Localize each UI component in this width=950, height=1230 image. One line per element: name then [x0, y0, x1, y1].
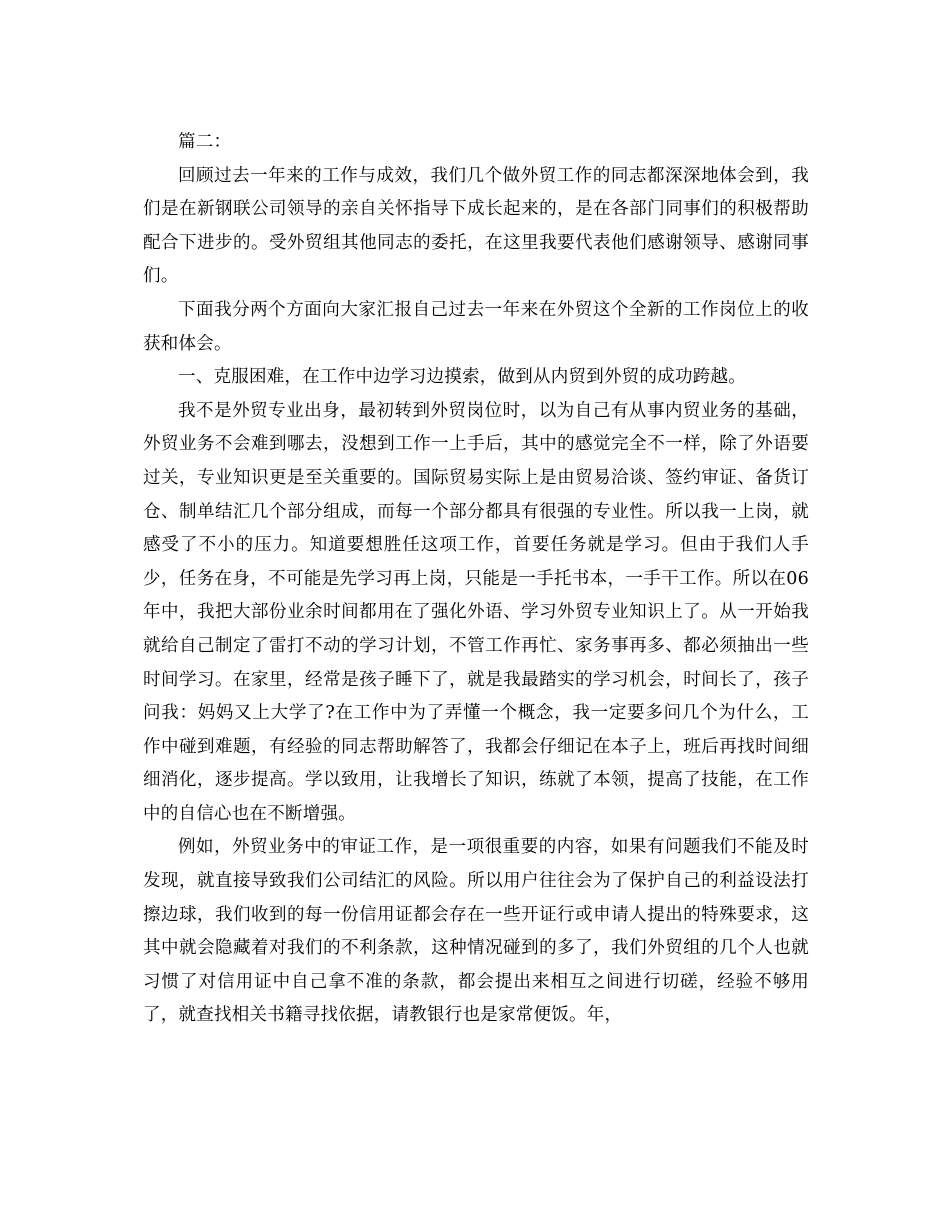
paragraph-introduction: 下面我分两个方面向大家汇报自己过去一年来在外贸这个全新的工作岗位上的收获和体会。: [143, 299, 809, 354]
paragraph-learning-experience: 我不是外贸专业出身，最初转到外贸岗位时，以为自己有从事内贸业务的基础，外贸业务不会难到哪去，没想到工作一上手后，其中的感觉完全不一样，除了外语要过关，专业知识更是至关重要的。国际贸易实际上是由贸易洽谈、签约审证、备货订仓、制单结汇几个部分组成，而每一个部分都具有很强的专业性。所以我一上岗，就感受了不小的压力。知道要想胜任这项工作，首要任务就是学习。但由于我们人手少，任务在身，不可能是先学习再上岗，只能是一手托书本，一手干工作。所以在06年中，我把大部份业余时间都用在了强化外语、学习外贸专业知识上了。从一开始我就给自己制定了雷打不动的学习计划，不管工作再忙、家务事再多、都必须抽出一些时间学习。在家里，经常是孩子睡下了，就是我最踏实的学习机会，时间长了，孩子问我：妈妈又上大学了?在工作中为了弄懂一个概念，我一定要多问几个为什么，工作中碰到难题，有经验的同志帮助解答了，我都会仔细记在本子上，班后再找时间细细消化，逐步提高。学以致用，让我增长了知识，练就了本领，提高了技能，在工作中的自信心也在不断增强。: [143, 400, 809, 824]
paragraph-section-one-title: 一、克服困难，在工作中边学习边摸索，做到从内贸到外贸的成功跨越。: [178, 367, 746, 388]
section-heading: 篇二：: [178, 132, 232, 152]
paragraph-credit-review-example: 例如，外贸业务中的审证工作，是一项很重要的内容，如果有问题我们不能及时发现，就直接导致我们公司结汇的风险。所以用户往往会为了保护自己的利益设法打擦边球，我们收到的每一份信用证都会存在一些开证行或申请人提出的特殊要求，这其中就会隐藏着对我们的不利条款，这种情况碰到的多了，我们外贸组的几个人也就习惯了对信用证中自己拿不准的条款，都会提出来相互之间进行切磋，经验不够用了，就查找相关书籍寻找依据，请教银行也是家常便饭。年，: [143, 837, 809, 1026]
paragraph-acknowledgement: 回顾过去一年来的工作与成效，我们几个做外贸工作的同志都深深地体会到，我们是在新钢联公司领导的亲自关怀指导下成长起来的，是在各部门同事们的积极帮助配合下进步的。受外贸组其他同志的委托，在这里我要代表他们感谢领导、感谢同事们。: [143, 165, 809, 287]
document-body: [143, 126, 809, 1033]
